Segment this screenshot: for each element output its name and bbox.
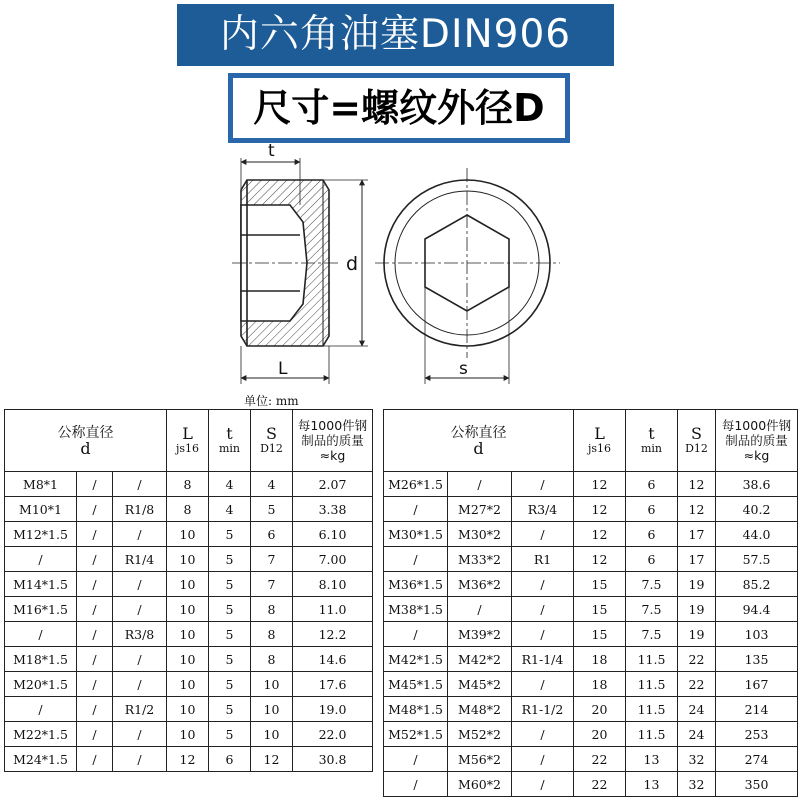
table-cell: 5 <box>209 672 251 697</box>
table-cell: 19.0 <box>293 697 373 722</box>
table-cell: R1-1/4 <box>512 647 574 672</box>
table-cell: 10 <box>167 572 209 597</box>
table-cell: 10 <box>251 672 293 697</box>
spec-table-right <box>383 409 798 797</box>
table-row <box>384 747 798 772</box>
table-cell: M36*1.5 <box>384 572 448 597</box>
table-cell: 7.5 <box>626 622 678 647</box>
table-cell: 10 <box>167 597 209 622</box>
table-row <box>5 622 373 647</box>
table-cell: 5 <box>209 572 251 597</box>
table-cell: 10 <box>167 522 209 547</box>
table-cell: 32 <box>678 772 716 797</box>
table-cell: / <box>5 622 77 647</box>
table-cell: M8*1 <box>5 472 77 497</box>
label-L: L <box>278 359 288 379</box>
table-cell: 15 <box>574 597 626 622</box>
table-cell: 17 <box>678 547 716 572</box>
header-t: t min <box>626 410 678 472</box>
header-S: S D12 <box>251 410 293 472</box>
table-cell: 5 <box>209 547 251 572</box>
table-cell: 8 <box>251 622 293 647</box>
header-mass: 每1000件钢 制品的质量 ≈kg <box>716 410 798 472</box>
table-cell: 94.4 <box>716 597 798 622</box>
table-cell: 274 <box>716 747 798 772</box>
table-cell: M22*1.5 <box>5 722 77 747</box>
table-cell: 4 <box>209 472 251 497</box>
table-cell: 19 <box>678 622 716 647</box>
header-nominal: 公称直径 d <box>384 410 574 472</box>
table-cell: 214 <box>716 697 798 722</box>
table-cell: M48*1.5 <box>384 697 448 722</box>
table-cell: 6 <box>251 522 293 547</box>
table-cell: 17 <box>678 522 716 547</box>
table-row <box>5 747 373 772</box>
table-row <box>5 497 373 522</box>
table-cell: 7 <box>251 547 293 572</box>
table-row <box>384 672 798 697</box>
label-s: s <box>459 359 468 379</box>
table-cell: 167 <box>716 672 798 697</box>
spec-table-left <box>4 409 373 772</box>
table-cell: / <box>77 547 113 572</box>
table-cell: 3.38 <box>293 497 373 522</box>
table-cell: 10 <box>251 697 293 722</box>
table-cell: 12.2 <box>293 622 373 647</box>
table-cell: / <box>5 697 77 722</box>
table-cell: 85.2 <box>716 572 798 597</box>
table-cell: 6 <box>626 522 678 547</box>
table-cell: 10 <box>167 622 209 647</box>
table-cell: M27*2 <box>448 497 512 522</box>
table-cell: / <box>77 622 113 647</box>
table-cell: M12*1.5 <box>5 522 77 547</box>
header-L: L js16 <box>574 410 626 472</box>
table-cell: M56*2 <box>448 747 512 772</box>
table-cell: M14*1.5 <box>5 572 77 597</box>
table-cell: M48*2 <box>448 697 512 722</box>
table-cell: / <box>448 472 512 497</box>
table-cell: / <box>113 572 167 597</box>
table-cell: 10 <box>167 547 209 572</box>
table-cell: 6.10 <box>293 522 373 547</box>
table-cell: 10 <box>167 697 209 722</box>
table-cell: 57.5 <box>716 547 798 572</box>
table-cell: 8 <box>167 497 209 522</box>
label-d: d <box>346 253 359 275</box>
table-cell: / <box>512 522 574 547</box>
table-row <box>384 722 798 747</box>
table-cell: M52*1.5 <box>384 722 448 747</box>
table-cell: 30.8 <box>293 747 373 772</box>
table-cell: 22.0 <box>293 722 373 747</box>
table-cell: M45*2 <box>448 672 512 697</box>
table-cell: 5 <box>209 647 251 672</box>
table-cell: / <box>512 622 574 647</box>
table-row <box>384 647 798 672</box>
page-title: 内六角油塞DIN906 <box>177 4 614 66</box>
table-cell: M20*1.5 <box>5 672 77 697</box>
table-cell: 11.5 <box>626 697 678 722</box>
table-cell: 350 <box>716 772 798 797</box>
table-cell: 12 <box>574 522 626 547</box>
table-cell: / <box>77 497 113 522</box>
table-cell: / <box>448 597 512 622</box>
table-cell: 20 <box>574 722 626 747</box>
table-cell: 11.5 <box>626 647 678 672</box>
table-cell: / <box>5 547 77 572</box>
table-cell: 253 <box>716 722 798 747</box>
table-cell: R3/8 <box>113 622 167 647</box>
table-cell: 6 <box>626 497 678 522</box>
table-row <box>384 622 798 647</box>
table-cell: 5 <box>251 497 293 522</box>
table-cell: 4 <box>251 472 293 497</box>
table-cell: 8.10 <box>293 572 373 597</box>
table-row <box>384 697 798 722</box>
table-cell: 12 <box>678 497 716 522</box>
table-cell: 12 <box>574 547 626 572</box>
table-cell: 24 <box>678 722 716 747</box>
table-cell: 8 <box>251 597 293 622</box>
table-cell: / <box>384 497 448 522</box>
table-row <box>384 772 798 797</box>
table-row <box>5 697 373 722</box>
table-cell: M60*2 <box>448 772 512 797</box>
table-row <box>384 497 798 522</box>
header-mass: 每1000件钢 制品的质量 ≈kg <box>293 410 373 472</box>
table-cell: / <box>512 722 574 747</box>
spec-table-right-body <box>384 472 798 797</box>
table-cell: R1 <box>512 547 574 572</box>
table-cell: 12 <box>251 747 293 772</box>
table-cell: M45*1.5 <box>384 672 448 697</box>
table-cell: M10*1 <box>5 497 77 522</box>
table-cell: 15 <box>574 572 626 597</box>
table-cell: 5 <box>209 622 251 647</box>
table-row <box>384 547 798 572</box>
table-cell: 8 <box>167 472 209 497</box>
table-cell: / <box>77 647 113 672</box>
table-cell: / <box>113 647 167 672</box>
table-cell: M42*1.5 <box>384 647 448 672</box>
table-cell: 10 <box>167 672 209 697</box>
table-cell: 44.0 <box>716 522 798 547</box>
table-cell: / <box>77 697 113 722</box>
table-row <box>384 572 798 597</box>
table-row <box>384 472 798 497</box>
table-cell: M33*2 <box>448 547 512 572</box>
table-cell: 10 <box>251 722 293 747</box>
table-cell: 4 <box>209 497 251 522</box>
table-cell: / <box>77 722 113 747</box>
table-cell: 7.5 <box>626 597 678 622</box>
table-cell: 10 <box>167 722 209 747</box>
table-cell: 17.6 <box>293 672 373 697</box>
table-cell: 5 <box>209 722 251 747</box>
table-cell: M26*1.5 <box>384 472 448 497</box>
table-cell: / <box>512 772 574 797</box>
table-row <box>5 722 373 747</box>
table-cell: M16*1.5 <box>5 597 77 622</box>
label-t: t <box>268 141 275 161</box>
table-cell: 5 <box>209 697 251 722</box>
table-cell: / <box>512 747 574 772</box>
table-cell: 13 <box>626 747 678 772</box>
table-cell: 7.5 <box>626 572 678 597</box>
table-cell: 18 <box>574 672 626 697</box>
table-row <box>384 522 798 547</box>
table-cell: / <box>77 472 113 497</box>
table-cell: 12 <box>574 497 626 522</box>
table-cell: 5 <box>209 597 251 622</box>
table-cell: M42*2 <box>448 647 512 672</box>
table-cell: R1/8 <box>113 497 167 522</box>
table-cell: 6 <box>626 547 678 572</box>
table-cell: / <box>384 747 448 772</box>
table-cell: 13 <box>626 772 678 797</box>
table-cell: / <box>113 747 167 772</box>
table-cell: 6 <box>626 472 678 497</box>
table-cell: / <box>77 572 113 597</box>
table-cell: / <box>113 472 167 497</box>
table-cell: 38.6 <box>716 472 798 497</box>
table-cell: R1/4 <box>113 547 167 572</box>
table-cell: / <box>113 672 167 697</box>
table-cell: M24*1.5 <box>5 747 77 772</box>
table-cell: 15 <box>574 622 626 647</box>
header-L: L js16 <box>167 410 209 472</box>
table-row <box>5 672 373 697</box>
table-cell: 19 <box>678 597 716 622</box>
table-cell: R1/2 <box>113 697 167 722</box>
table-cell: / <box>77 597 113 622</box>
table-cell: 10 <box>167 647 209 672</box>
table-row <box>5 472 373 497</box>
table-cell: 11.5 <box>626 672 678 697</box>
table-cell: 24 <box>678 697 716 722</box>
table-cell: M30*1.5 <box>384 522 448 547</box>
page-subtitle: 尺寸=螺纹外径D <box>228 73 570 143</box>
header-S: S D12 <box>678 410 716 472</box>
table-cell: 12 <box>678 472 716 497</box>
table-cell: 14.6 <box>293 647 373 672</box>
table-cell: / <box>384 622 448 647</box>
table-cell: 135 <box>716 647 798 672</box>
table-cell: 22 <box>574 772 626 797</box>
table-cell: 6 <box>209 747 251 772</box>
table-cell: / <box>113 522 167 547</box>
table-cell: 19 <box>678 572 716 597</box>
table-cell: 2.07 <box>293 472 373 497</box>
table-row <box>5 572 373 597</box>
table-cell: 22 <box>678 647 716 672</box>
table-row <box>5 647 373 672</box>
front-view <box>375 168 560 384</box>
table-cell: 11.0 <box>293 597 373 622</box>
table-cell: R3/4 <box>512 497 574 522</box>
table-row <box>384 597 798 622</box>
table-cell: / <box>77 747 113 772</box>
table-cell: M38*1.5 <box>384 597 448 622</box>
plug-technical-drawing <box>0 140 800 395</box>
table-cell: M39*2 <box>448 622 512 647</box>
table-cell: 18 <box>574 647 626 672</box>
table-cell: / <box>113 597 167 622</box>
table-cell: / <box>113 722 167 747</box>
table-cell: / <box>512 597 574 622</box>
header-nominal: 公称直径 d <box>5 410 167 472</box>
spec-table-left-body <box>5 472 373 772</box>
table-cell: 22 <box>574 747 626 772</box>
table-cell: 8 <box>251 647 293 672</box>
table-cell: 7 <box>251 572 293 597</box>
table-cell: 103 <box>716 622 798 647</box>
table-cell: / <box>512 572 574 597</box>
table-cell: M52*2 <box>448 722 512 747</box>
table-cell: / <box>384 772 448 797</box>
table-cell: 12 <box>167 747 209 772</box>
unit-note: 单位: mm <box>244 394 299 408</box>
table-cell: 11.5 <box>626 722 678 747</box>
table-cell: 20 <box>574 697 626 722</box>
table-cell: 5 <box>209 522 251 547</box>
table-row <box>5 522 373 547</box>
header-t: t min <box>209 410 251 472</box>
table-cell: 7.00 <box>293 547 373 572</box>
table-cell: / <box>512 672 574 697</box>
table-cell: M18*1.5 <box>5 647 77 672</box>
table-cell: R1-1/2 <box>512 697 574 722</box>
table-cell: 40.2 <box>716 497 798 522</box>
table-cell: / <box>384 547 448 572</box>
table-cell: / <box>512 472 574 497</box>
table-cell: / <box>77 672 113 697</box>
table-cell: 32 <box>678 747 716 772</box>
table-cell: 12 <box>574 472 626 497</box>
table-cell: M36*2 <box>448 572 512 597</box>
table-row <box>5 597 373 622</box>
table-cell: M30*2 <box>448 522 512 547</box>
table-cell: / <box>77 522 113 547</box>
table-row <box>5 547 373 572</box>
table-cell: 22 <box>678 672 716 697</box>
